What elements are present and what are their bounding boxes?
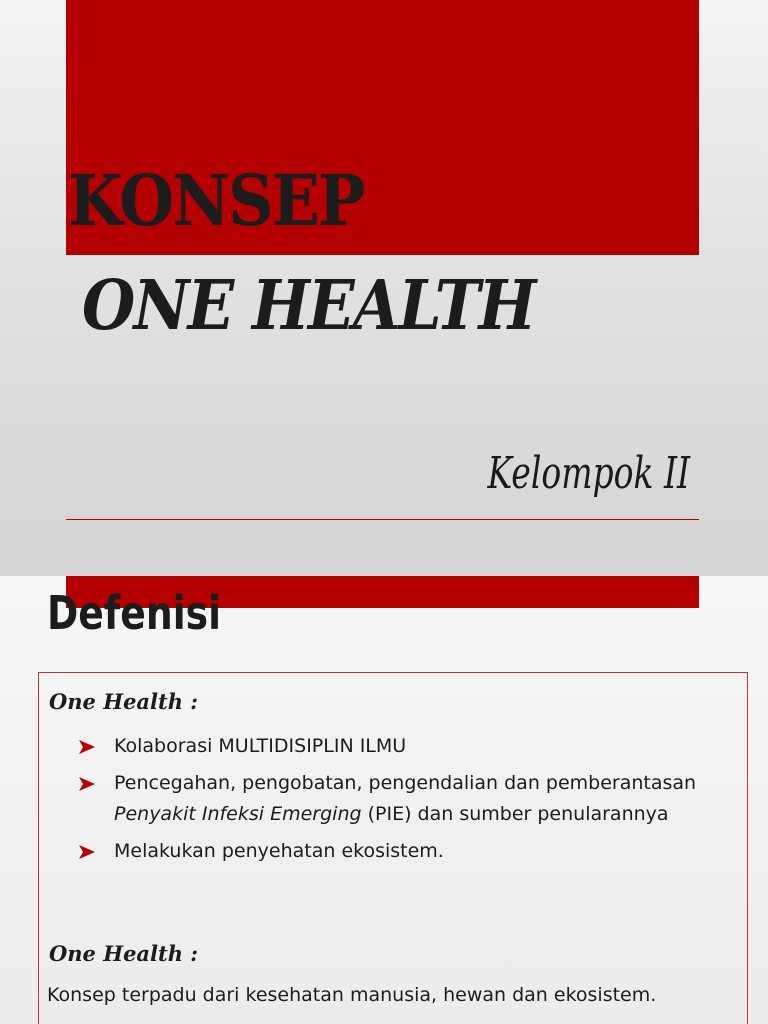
arrow-bullet-icon bbox=[79, 845, 95, 859]
list-item bbox=[79, 768, 709, 830]
content-box bbox=[38, 672, 748, 1024]
bullet-text-pre: Pencegahan, pengobatan, pengendalian dan pemberantasan bbox=[114, 772, 697, 794]
bullet-text: Kolaborasi MULTIDISIPLIN ILMU bbox=[114, 735, 407, 757]
section-label-one-health-2: One Health : bbox=[49, 941, 199, 966]
list-item bbox=[79, 731, 709, 762]
section-label-one-health: One Health : bbox=[49, 689, 199, 714]
slide-heading: Defenisi bbox=[47, 586, 222, 640]
bullet-text-emphasis: Penyakit Infeksi Emerging bbox=[114, 803, 362, 825]
bullet-list bbox=[79, 731, 709, 873]
title-line-2: ONE HEALTH bbox=[82, 266, 535, 346]
title-line-1: KONSEP bbox=[68, 159, 364, 242]
subtitle: Kelompok II bbox=[487, 448, 690, 499]
bullet-text-post: (PIE) dan sumber penularannya bbox=[361, 803, 669, 825]
list-item bbox=[79, 836, 709, 867]
arrow-bullet-icon bbox=[79, 740, 95, 754]
definition-paragraph: Konsep terpadu dari kesehatan manusia, hewan dan ekosistem. bbox=[47, 984, 657, 1006]
definition-slide bbox=[0, 576, 768, 1024]
red-divider-line bbox=[66, 519, 699, 520]
bullet-text: Melakukan penyehatan ekosistem. bbox=[114, 840, 444, 862]
arrow-bullet-icon bbox=[79, 777, 95, 791]
